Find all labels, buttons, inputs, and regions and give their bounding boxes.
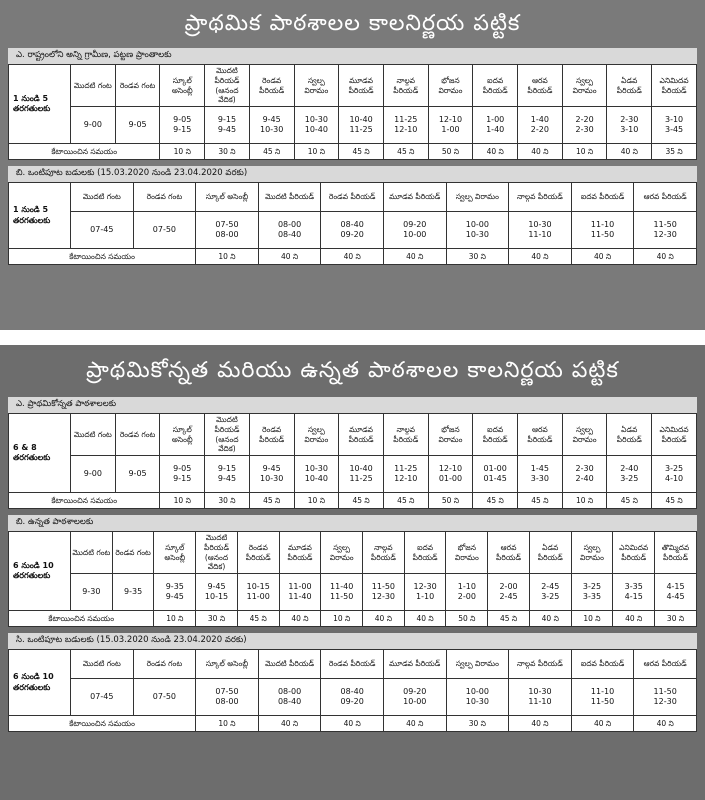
header-cell: రెండవ గంట	[115, 65, 160, 107]
time-cell: 10-00 10-30	[446, 679, 509, 716]
time-cell: 9-00	[71, 107, 116, 144]
time-cell: 2-45 3-25	[529, 574, 571, 611]
upper-section-c-table	[8, 649, 697, 732]
duration-cell: 40 ని	[634, 716, 697, 732]
header-cell: మొదటి గంట	[71, 183, 134, 212]
time-cell: 08-00 08-40	[258, 212, 321, 249]
duration-cell: 10 ని	[160, 493, 205, 509]
duration-cell: 50 ని	[446, 611, 488, 627]
header-cell: మూడవ పీరియడ్	[279, 532, 321, 574]
header-cell: భోజన విరామం	[428, 414, 473, 456]
header-cell: రెండవ గంట	[133, 183, 196, 212]
total-label: కేటాయించిన సమయం	[9, 144, 160, 160]
header-cell: స్కూల్ అసెంబ్లీ	[196, 650, 259, 679]
duration-cell: 35 ని	[652, 144, 697, 160]
time-cell: 1-10 2-00	[446, 574, 488, 611]
upper-section-a-table	[8, 413, 697, 509]
time-cell: 3-35 4-15	[613, 574, 655, 611]
time-cell: 12-10 01-00	[428, 456, 473, 493]
upper-section-c-caption: సి. ఒంటిపూట బడులకు (15.03.2020 నుండి 23.04.2020 వరకు)	[8, 633, 697, 649]
upper-title: ప్రాథమికోన్నత మరియు ఉన్నత పాఠశాలల కాలనిర్ణయ పట్టిక	[86, 358, 619, 383]
duration-cell: 45 ని	[339, 144, 384, 160]
time-cell: 2-40 3-25	[607, 456, 652, 493]
duration-cell: 30 ని	[655, 611, 697, 627]
duration-cell: 45 ని	[607, 493, 652, 509]
header-cell: స్వల్ప విరామం	[562, 414, 607, 456]
primary-section-b-table	[8, 182, 697, 265]
header-cell: నాల్గవ పీరియడ్	[509, 183, 572, 212]
class-label: 6 నుండి 10 తరగతులకు	[9, 650, 71, 716]
header-cell: మొదటి గంట	[71, 650, 134, 679]
time-cell: 11-00 11-40	[279, 574, 321, 611]
duration-cell: 40 ని	[383, 716, 446, 732]
header-cell: రెండవ పీరియడ్	[321, 183, 384, 212]
duration-cell: 40 ని	[363, 611, 405, 627]
header-cell: మొదటి పీరియడ్ (ఆనంద వేదిక)	[205, 414, 250, 456]
header-cell: మూడవ పీరియడ్	[383, 650, 446, 679]
time-cell: 07-45	[71, 679, 134, 716]
header-cell: మొదటి గంట	[71, 65, 116, 107]
time-cell: 12-10 1-00	[428, 107, 473, 144]
duration-cell: 40 ని	[571, 249, 634, 265]
duration-cell: 45 ని	[339, 493, 384, 509]
duration-cell: 40 ని	[634, 249, 697, 265]
header-cell: ఎనిమిదవ పీరియడ్	[613, 532, 655, 574]
header-cell: రెండవ గంట	[112, 532, 154, 574]
time-cell: 9-05 9-15	[160, 107, 205, 144]
header-cell: స్కూల్ అసెంబ్లీ	[154, 532, 196, 574]
header-cell: స్వల్ప విరామం	[446, 650, 509, 679]
duration-cell: 50 ని	[428, 493, 473, 509]
time-cell: 9-05	[115, 456, 160, 493]
total-label: కేటాయించిన సమయం	[9, 249, 196, 265]
class-label: 6 & 8 తరగతులకు	[9, 414, 71, 493]
header-cell: ఐదవ పీరియడ్	[571, 183, 634, 212]
header-cell: మొదటి గంట	[71, 414, 116, 456]
time-cell: 07-50	[133, 679, 196, 716]
header-cell: మూడవ పీరియడ్	[383, 183, 446, 212]
duration-cell: 45 ని	[518, 493, 563, 509]
time-cell: 07-50	[133, 212, 196, 249]
time-cell: 07-50 08-00	[196, 679, 259, 716]
upper-timetable-panel	[0, 345, 705, 800]
time-cell: 10-15 11-00	[237, 574, 279, 611]
primary-section-a-table	[8, 64, 697, 160]
time-cell: 10-30 11-10	[509, 679, 572, 716]
duration-cell: 40 ని	[509, 249, 572, 265]
header-cell: మొదటి పీరియడ్ (ఆనంద వేదిక)	[196, 532, 238, 574]
time-cell: 1-40 2-20	[518, 107, 563, 144]
header-cell: మొదటి పీరియడ్ (ఆనంద వేదిక)	[205, 65, 250, 107]
time-cell: 08-40 09-20	[321, 212, 384, 249]
header-cell: ఐదవ పీరియడ్	[473, 414, 518, 456]
time-cell: 9-15 9-45	[205, 456, 250, 493]
time-cell: 11-10 11-50	[571, 212, 634, 249]
duration-cell: 30 ని	[446, 249, 509, 265]
header-cell: రెండవ గంట	[133, 650, 196, 679]
duration-cell: 10 ని	[294, 144, 339, 160]
header-cell: ఐదవ పీరియడ్	[473, 65, 518, 107]
duration-cell: 40 ని	[258, 249, 321, 265]
duration-cell: 45 ని	[488, 611, 530, 627]
time-cell: 1-45 3-30	[518, 456, 563, 493]
time-cell: 09-20 10-00	[383, 212, 446, 249]
time-cell: 07-50 08-00	[196, 212, 259, 249]
header-cell: భోజన విరామం	[428, 65, 473, 107]
duration-cell: 10 ని	[160, 144, 205, 160]
time-cell: 08-00 08-40	[258, 679, 321, 716]
header-cell: ఏడవ పీరియడ్	[607, 414, 652, 456]
header-cell: స్వల్ప విరామం	[294, 414, 339, 456]
total-label: కేటాయించిన సమయం	[9, 493, 160, 509]
time-cell: 9-45 10-15	[196, 574, 238, 611]
time-cell: 9-05 9-15	[160, 456, 205, 493]
header-cell: ఐదవ పీరియడ్	[571, 650, 634, 679]
time-cell: 07-45	[71, 212, 134, 249]
time-cell: 1-00 1-40	[473, 107, 518, 144]
time-cell: 11-40 11-50	[321, 574, 363, 611]
time-cell: 10-40 11-25	[339, 107, 384, 144]
header-cell: స్వల్ప విరామం	[446, 183, 509, 212]
time-cell: 10-30 10-40	[294, 456, 339, 493]
header-cell: భోజన విరామం	[446, 532, 488, 574]
header-cell: మొదటి పీరియడ్	[258, 183, 321, 212]
primary-section-b-caption: బి. ఒంటిపూట బడులకు (15.03.2020 నుండి 23.04.2020 వరకు)	[8, 166, 697, 182]
header-cell: నాల్గవ పీరియడ్	[383, 65, 428, 107]
duration-cell: 40 ని	[571, 716, 634, 732]
time-cell: 2-00 2-45	[488, 574, 530, 611]
duration-cell: 40 ని	[518, 144, 563, 160]
duration-cell: 10 ని	[562, 144, 607, 160]
duration-cell: 10 ని	[294, 493, 339, 509]
header-cell: స్కూల్ అసెంబ్లీ	[160, 65, 205, 107]
duration-cell: 40 ని	[473, 144, 518, 160]
header-cell: స్వల్ప విరామం	[294, 65, 339, 107]
header-cell: ఆరవ పీరియడ్	[634, 650, 697, 679]
header-cell: స్వల్ప విరామం	[571, 532, 613, 574]
duration-cell: 40 ని	[613, 611, 655, 627]
time-cell: 2-30 3-10	[607, 107, 652, 144]
header-cell: ఆరవ పీరియడ్	[518, 414, 563, 456]
header-cell: నాల్గవ పీరియడ్	[363, 532, 405, 574]
duration-cell: 45 ని	[652, 493, 697, 509]
time-cell: 10-40 11-25	[339, 456, 384, 493]
header-cell: స్వల్ప విరామం	[321, 532, 363, 574]
class-label: 1 నుండి 5 తరగతులకు	[9, 65, 71, 144]
time-cell: 3-25 3-35	[571, 574, 613, 611]
total-label: కేటాయించిన సమయం	[9, 716, 196, 732]
header-cell: తొమ్మిదవ పీరియడ్	[655, 532, 697, 574]
time-cell: 9-00	[71, 456, 116, 493]
duration-cell: 40 ని	[509, 716, 572, 732]
duration-cell: 40 ని	[321, 249, 384, 265]
time-cell: 11-50 12-30	[634, 212, 697, 249]
primary-title: ప్రాథమిక పాఠశాలల కాలనిర్ణయ పట్టిక	[184, 11, 521, 36]
header-cell: మొదటి గంట	[71, 532, 113, 574]
header-cell: ఎనిమిదవ పీరియడ్	[652, 65, 697, 107]
duration-cell: 10 ని	[154, 611, 196, 627]
duration-cell: 10 ని	[196, 716, 259, 732]
duration-cell: 45 ని	[237, 611, 279, 627]
upper-section-b-table	[8, 531, 697, 627]
time-cell: 4-15 4-45	[655, 574, 697, 611]
duration-cell: 40 ని	[529, 611, 571, 627]
time-cell: 2-30 2-40	[562, 456, 607, 493]
time-cell: 11-50 12-30	[634, 679, 697, 716]
duration-cell: 45 ని	[249, 493, 294, 509]
duration-cell: 45 ని	[383, 144, 428, 160]
class-label: 6 నుండి 10 తరగతులకు	[9, 532, 71, 611]
time-cell: 9-35	[112, 574, 154, 611]
duration-cell: 30 ని	[446, 716, 509, 732]
duration-cell: 45 ని	[383, 493, 428, 509]
header-cell: రెండవ పీరియడ్	[249, 414, 294, 456]
header-cell: రెండవ పీరియడ్	[237, 532, 279, 574]
duration-cell: 40 ని	[321, 716, 384, 732]
duration-cell: 10 ని	[562, 493, 607, 509]
time-cell: 9-05	[115, 107, 160, 144]
duration-cell: 30 ని	[196, 611, 238, 627]
time-cell: 3-25 4-10	[652, 456, 697, 493]
header-cell: మొదటి పీరియడ్	[258, 650, 321, 679]
duration-cell: 30 ని	[205, 144, 250, 160]
duration-cell: 40 ని	[383, 249, 446, 265]
upper-section-a-caption: ఎ. ప్రాథమికోన్నత పాఠశాలలకు	[8, 397, 697, 413]
class-label: 1 నుండి 5 తరగతులకు	[9, 183, 71, 249]
primary-section-a-caption: ఎ. రాష్ట్రంలోని అన్ని గ్రామీణ, పట్టణ ప్రాంతాలకు	[8, 48, 697, 64]
header-cell: నాల్గవ పీరియడ్	[383, 414, 428, 456]
time-cell: 10-30 10-40	[294, 107, 339, 144]
primary-timetable-panel	[0, 0, 705, 330]
time-cell: 9-45 10-30	[249, 107, 294, 144]
header-cell: ఆరవ పీరియడ్	[518, 65, 563, 107]
header-cell: స్వల్ప విరామం	[562, 65, 607, 107]
header-cell: ఎనిమిదవ పీరియడ్	[652, 414, 697, 456]
duration-cell: 40 ని	[607, 144, 652, 160]
header-cell: స్కూల్ అసెంబ్లీ	[160, 414, 205, 456]
header-cell: ఏడవ పీరియడ్	[607, 65, 652, 107]
time-cell: 2-20 2-30	[562, 107, 607, 144]
time-cell: 12-30 1-10	[404, 574, 446, 611]
header-cell: ఆరవ పీరియడ్	[488, 532, 530, 574]
time-cell: 01-00 01-45	[473, 456, 518, 493]
header-cell: రెండవ పీరియడ్	[249, 65, 294, 107]
duration-cell: 45 ని	[473, 493, 518, 509]
header-cell: మూడవ పీరియడ్	[339, 65, 384, 107]
upper-section-b-caption: బి. ఉన్నత పాఠశాలలకు	[8, 515, 697, 531]
duration-cell: 40 ని	[258, 716, 321, 732]
duration-cell: 40 ని	[279, 611, 321, 627]
time-cell: 11-50 12-30	[363, 574, 405, 611]
duration-cell: 10 ని	[196, 249, 259, 265]
time-cell: 9-35 9-45	[154, 574, 196, 611]
time-cell: 11-25 12-10	[383, 456, 428, 493]
time-cell: 3-10 3-45	[652, 107, 697, 144]
time-cell: 09-20 10-00	[383, 679, 446, 716]
duration-cell: 50 ని	[428, 144, 473, 160]
duration-cell: 40 ని	[404, 611, 446, 627]
header-cell: నాల్గవ పీరియడ్	[509, 650, 572, 679]
header-cell: ఆరవ పీరియడ్	[634, 183, 697, 212]
header-cell: ఐదవ పీరియడ్	[404, 532, 446, 574]
header-cell: ఏడవ పీరియడ్	[529, 532, 571, 574]
time-cell: 10-00 10-30	[446, 212, 509, 249]
time-cell: 11-25 12-10	[383, 107, 428, 144]
time-cell: 9-15 9-45	[205, 107, 250, 144]
header-cell: స్కూల్ అసెంబ్లీ	[196, 183, 259, 212]
duration-cell: 45 ని	[249, 144, 294, 160]
time-cell: 9-30	[71, 574, 113, 611]
time-cell: 08-40 09-20	[321, 679, 384, 716]
time-cell: 10-30 11-10	[509, 212, 572, 249]
header-cell: రెండవ గంట	[115, 414, 160, 456]
header-cell: మూడవ పీరియడ్	[339, 414, 384, 456]
duration-cell: 10 ని	[571, 611, 613, 627]
time-cell: 9-45 10-30	[249, 456, 294, 493]
total-label: కేటాయించిన సమయం	[9, 611, 154, 627]
time-cell: 11-10 11-50	[571, 679, 634, 716]
header-cell: రెండవ పీరియడ్	[321, 650, 384, 679]
duration-cell: 10 ని	[321, 611, 363, 627]
duration-cell: 30 ని	[205, 493, 250, 509]
